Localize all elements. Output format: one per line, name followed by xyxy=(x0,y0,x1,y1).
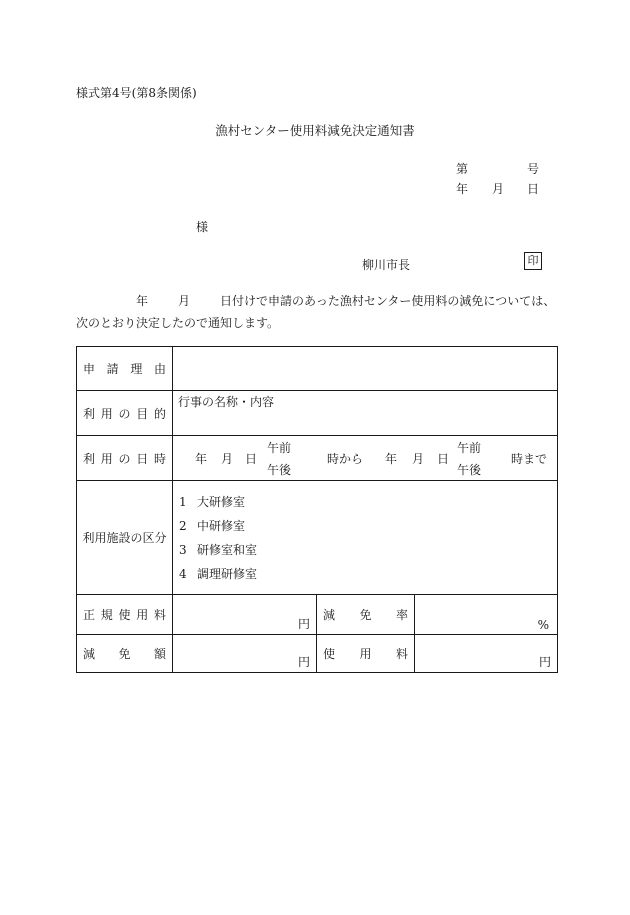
datetime-cell xyxy=(173,436,558,481)
reason-label: 申請理由 xyxy=(77,347,173,391)
notice-body xyxy=(76,290,556,334)
regular-fee-cell xyxy=(173,595,317,635)
row-datetime xyxy=(77,436,558,481)
usage-fee-yen: 円 xyxy=(539,655,552,669)
doc-number-dai: 第 xyxy=(456,162,469,176)
row-purpose xyxy=(77,391,558,436)
datetime-label: 利用の日時 xyxy=(77,436,173,481)
regular-fee-yen: 円 xyxy=(297,617,310,631)
document-title: 漁村センター使用料減免決定通知書 xyxy=(215,123,415,138)
reduction-amount-yen: 円 xyxy=(297,655,310,669)
dt-start-am: 午前 xyxy=(267,441,292,455)
purpose-cell xyxy=(173,391,558,436)
facility-list xyxy=(173,481,558,595)
dt-start-year: 年 xyxy=(195,452,208,466)
reduction-amount-cell xyxy=(173,635,317,673)
seal-mark: 印 xyxy=(524,252,542,270)
dt-start-month: 月 xyxy=(221,452,234,466)
purpose-hint: 行事の名称・内容 xyxy=(178,395,275,409)
usage-fee-label: 使用料 xyxy=(317,635,415,673)
issue-date-day: 日 xyxy=(527,182,540,196)
facility-item: 3 研修室和室 xyxy=(179,542,258,557)
row-fees xyxy=(77,595,558,635)
body-month: 月 xyxy=(178,294,191,308)
reduction-rate-label: 減免率 xyxy=(317,595,415,635)
reduction-rate-cell xyxy=(415,595,558,635)
dt-start-pm: 午後 xyxy=(267,463,292,477)
body-sentence: 日付けで申請のあった漁村センター使用料の減免については、次のとおり決定したので通知します。 xyxy=(76,294,556,330)
issuer-name: 柳川市長 xyxy=(362,258,411,272)
reason-cell xyxy=(173,347,558,391)
row-amounts xyxy=(77,635,558,673)
facility-item: 1 大研修室 xyxy=(179,494,246,509)
facility-item: 2 中研修室 xyxy=(179,518,246,533)
reduction-amount-label: 減免額 xyxy=(77,635,173,673)
dt-end-day: 日 xyxy=(437,452,450,466)
issue-date-month: 月 xyxy=(492,182,505,196)
dt-until: 時まで xyxy=(511,452,548,466)
facility-item: 4 調理研修室 xyxy=(179,566,258,581)
dt-end-month: 月 xyxy=(412,452,425,466)
row-reason xyxy=(77,347,558,391)
body-year: 年 xyxy=(136,294,149,308)
dt-start-day: 日 xyxy=(245,452,258,466)
form-number: 様式第4号(第8条関係) xyxy=(76,86,197,100)
decision-table xyxy=(76,346,558,673)
dt-from: 時から xyxy=(327,452,364,466)
facility-label: 利用施設の区分 xyxy=(77,481,173,595)
dt-end-am: 午前 xyxy=(457,441,482,455)
addressee-suffix: 様 xyxy=(196,220,209,234)
doc-number-go: 号 xyxy=(527,162,540,176)
regular-fee-label: 正規使用料 xyxy=(77,595,173,635)
row-facility xyxy=(77,481,558,595)
issue-date-year: 年 xyxy=(456,182,469,196)
purpose-label: 利用の目的 xyxy=(77,391,173,436)
dt-end-pm: 午後 xyxy=(457,463,482,477)
dt-end-year: 年 xyxy=(385,452,398,466)
reduction-rate-percent: % xyxy=(537,618,550,632)
usage-fee-cell xyxy=(415,635,558,673)
